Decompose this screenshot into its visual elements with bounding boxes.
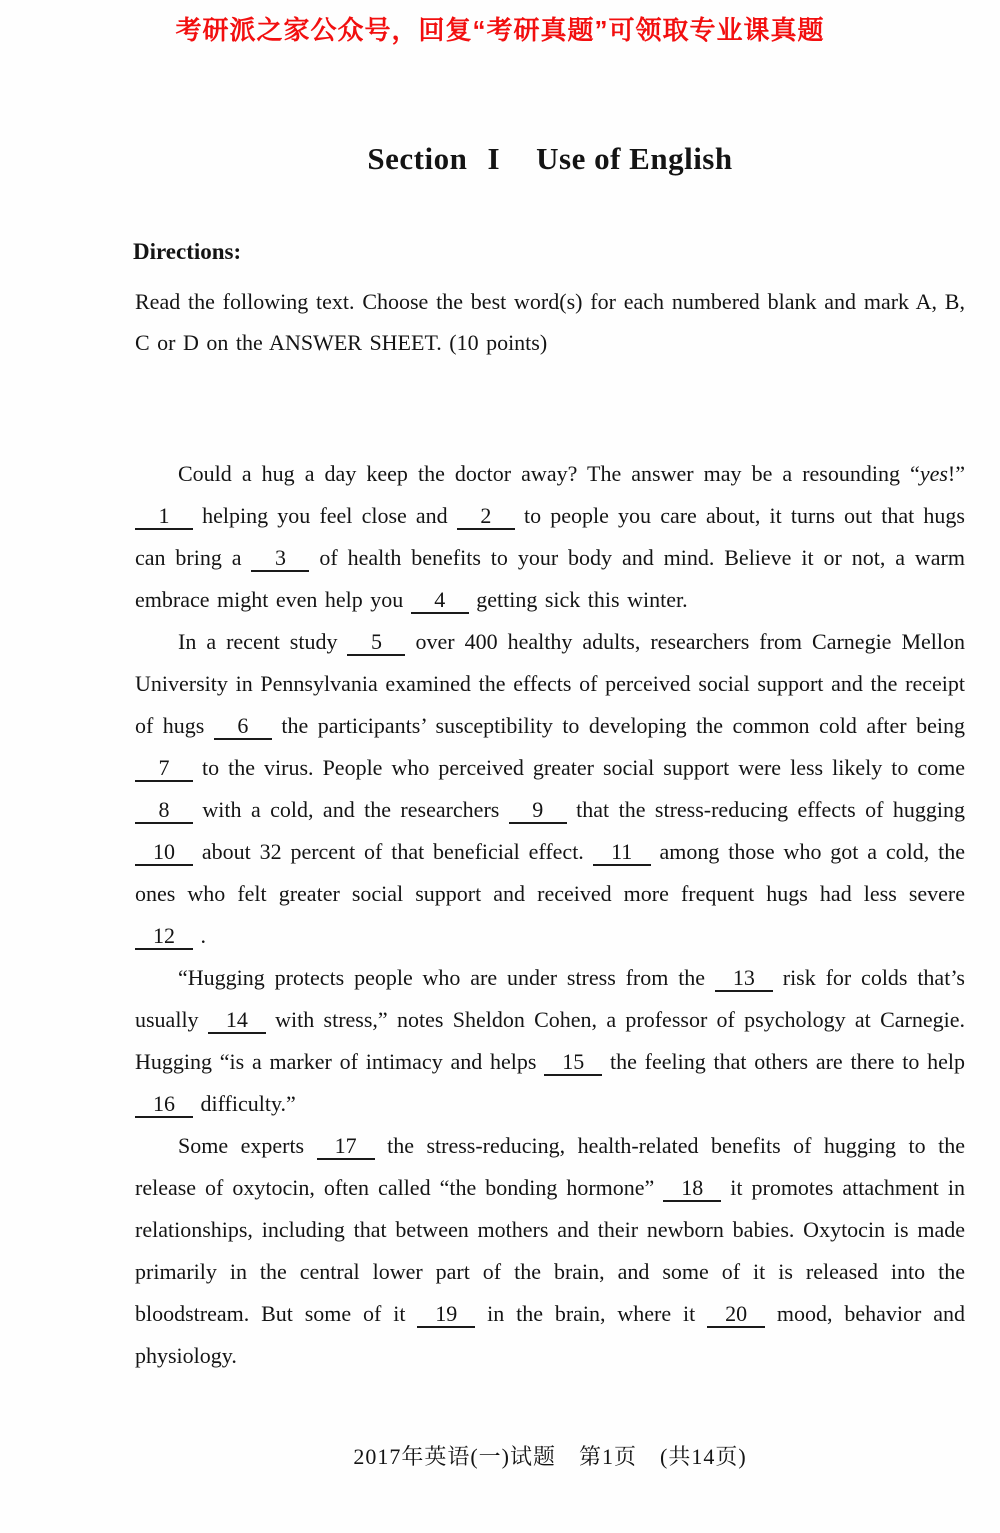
passage-text: the feeling that others are there to help — [602, 1049, 965, 1074]
passage-text: . — [193, 923, 206, 948]
passage-text: with stress,” notes Sheldon Cohen, a professor of psychology at Carnegie. Hugging “is a marker of intimacy and helps — [135, 1007, 965, 1074]
passage-paragraph-2 — [135, 621, 965, 957]
passage-paragraph-1 — [135, 453, 965, 621]
directions-heading: Directions: — [133, 239, 242, 264]
cloze-blank-10: 10 — [135, 839, 193, 866]
passage-text: In a recent study — [178, 629, 348, 654]
passage-text: with a cold, and the researchers — [193, 797, 509, 822]
passage-text: mood, behavior and physiology. — [135, 1301, 965, 1368]
passage-text: that the stress-reducing effects of hugging — [566, 797, 965, 822]
passage-text: in the brain, where it — [475, 1301, 708, 1326]
section-title — [135, 141, 965, 177]
cloze-blank-13: 13 — [715, 965, 773, 992]
cloze-passage — [135, 453, 965, 1377]
passage-text: of health benefits to your body and mind. Believe it or not, a warm embrace might even help you — [135, 545, 965, 612]
passage-text: the participants’ susceptibility to developing the common cold after being — [271, 713, 965, 738]
passage-text: it promotes attachment in relationships, including that between mothers and their newborn babies. Oxytocin is made primarily in the central lower part of the brain, and some of it is released into the bloodstream. But some of it — [135, 1175, 965, 1326]
cloze-blank-2: 2 — [457, 503, 515, 530]
cloze-blank-16: 16 — [135, 1091, 193, 1118]
cloze-blank-6: 6 — [214, 713, 272, 740]
passage-text: difficulty.” — [193, 1091, 296, 1116]
directions-block — [133, 239, 965, 363]
passage-text: to people you care about, it turns out that hugs can bring a — [135, 503, 965, 570]
section-title-number: Section I — [367, 141, 501, 176]
cloze-blank-12: 12 — [135, 923, 193, 950]
cloze-blank-11: 11 — [593, 839, 651, 866]
cloze-blank-17: 17 — [317, 1133, 375, 1160]
cloze-blank-19: 19 — [417, 1301, 475, 1328]
section-title-name: Use of English — [536, 141, 733, 176]
passage-text: “Hugging protects people who are under stress from the — [178, 965, 715, 990]
cloze-blank-5: 5 — [347, 629, 405, 656]
passage-text: Could a hug a day keep the doctor away? The answer may be a resounding “ — [178, 461, 920, 486]
passage-text: the stress-reducing, health-related benefits of hugging to the release of oxytocin, often called “the bonding hormone” — [135, 1133, 965, 1200]
directions-text: Read the following text. Choose the best word(s) for each numbered blank and mark A, B, C or D on the ANSWER SHEET. (10 points) — [135, 289, 965, 355]
page-footer: 2017年英语(一)试题 第1页 (共14页) — [353, 1444, 747, 1469]
cloze-blank-3: 3 — [251, 545, 309, 572]
passage-text: getting sick this winter. — [468, 587, 688, 612]
passage-text: over 400 healthy adults, researchers from Carnegie Mellon University in Pennsylvania examined the effects of perceived social support and the receipt of hugs — [135, 629, 965, 738]
cloze-blank-18: 18 — [663, 1175, 721, 1202]
passage-text: Some experts — [178, 1133, 317, 1158]
cloze-blank-9: 9 — [509, 797, 567, 824]
passage-text: helping you feel close and — [193, 503, 457, 528]
cloze-blank-14: 14 — [208, 1007, 266, 1034]
passage-text: risk for colds that’s usually — [135, 965, 965, 1032]
cloze-blank-7: 7 — [135, 755, 193, 782]
passage-text: !” — [947, 461, 965, 486]
passage-italic-text: yes — [919, 461, 948, 486]
cloze-blank-1: 1 — [135, 503, 193, 530]
promo-header-text: 考研派之家公众号，回复“考研真题”可领取专业课真题 — [175, 15, 825, 45]
passage-text: among those who got a cold, the ones who felt greater social support and received more frequent hugs had less severe — [135, 839, 965, 906]
passage-text: to the virus. People who perceived greater social support were less likely to come — [193, 755, 965, 780]
passage-paragraph-4 — [135, 1125, 965, 1377]
cloze-blank-4: 4 — [411, 587, 469, 614]
cloze-blank-15: 15 — [544, 1049, 602, 1076]
cloze-blank-8: 8 — [135, 797, 193, 824]
cloze-blank-20: 20 — [707, 1301, 765, 1328]
passage-paragraph-3 — [135, 957, 965, 1125]
passage-text: about 32 percent of that beneficial effect. — [193, 839, 593, 864]
